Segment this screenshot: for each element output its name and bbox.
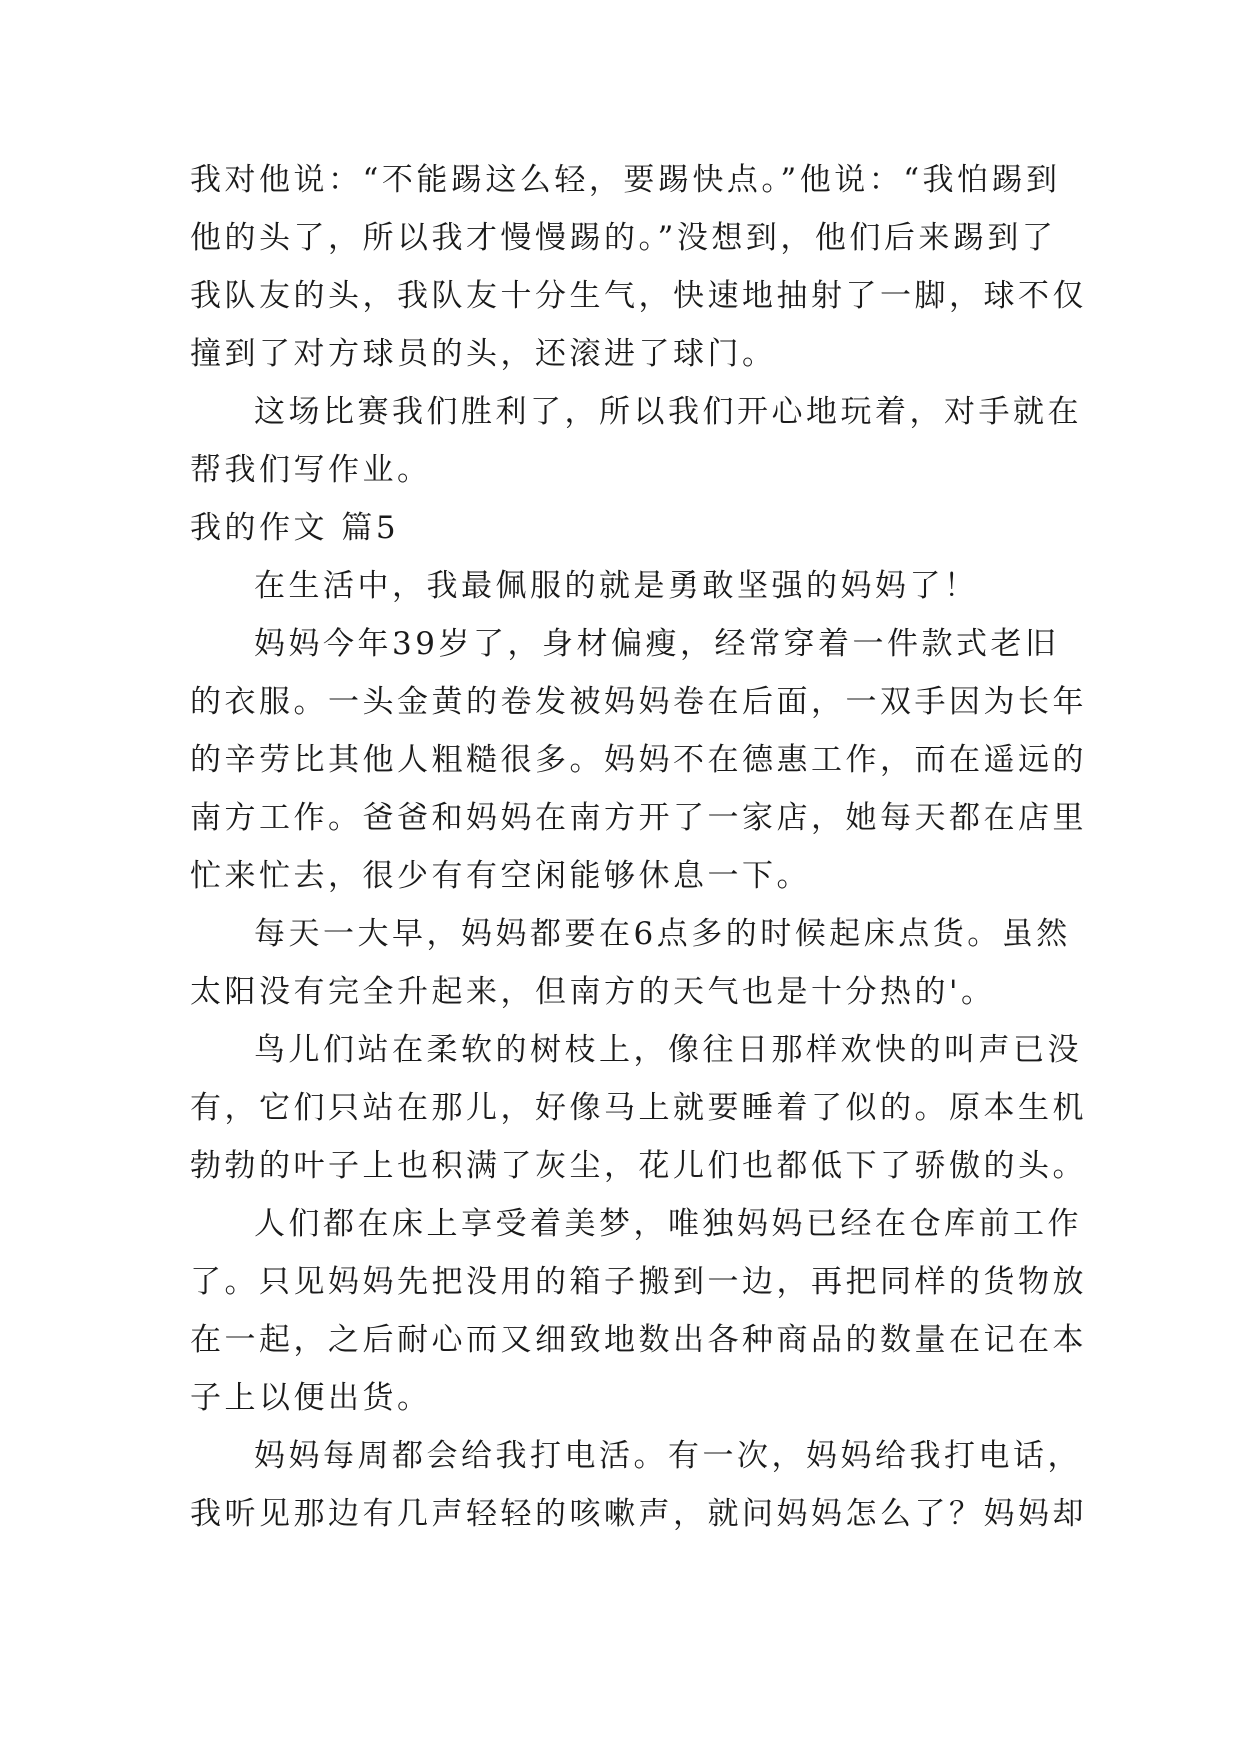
paragraph-start-line: 人们都在床上享受着美梦，唯独妈妈已经在仓库前工作: [254, 1206, 1082, 1242]
paragraph-start-line: 在生活中，我最佩服的就是勇敢坚强的妈妈了！: [254, 568, 979, 604]
paragraph-start-line: 这场比赛我们胜利了，所以我们开心地玩着，对手就在: [254, 394, 1082, 430]
text-line: 太阳没有完全升起来，但南方的天气也是十分热的'。: [190, 974, 996, 1010]
paragraph-start-line: 每天一大早，妈妈都要在6点多的时候起床点货。虽然: [254, 916, 1071, 952]
text-line: 有，它们只站在那儿，好像马上就要睡着了似的。原本生机: [190, 1090, 1087, 1126]
text-line: 忙来忙去，很少有有空闲能够休息一下。: [190, 858, 811, 894]
text-line: 勃勃的叶子上也积满了灰尘，花儿们也都低下了骄傲的头。: [190, 1148, 1087, 1184]
text-line: 他的头了，所以我才慢慢踢的。”没想到，他们后来踢到了: [190, 220, 1057, 256]
paragraph-start-line: 妈妈今年39岁了，身材偏瘦，经常穿着一件款式老旧: [254, 626, 1060, 662]
text-line: 了。只见妈妈先把没用的箱子搬到一边，再把同样的货物放: [190, 1264, 1087, 1300]
paragraph-start-line: 妈妈每周都会给我打电活。有一次，妈妈给我打电话，: [254, 1438, 1082, 1474]
text-line: 的辛劳比其他人粗糙很多。妈妈不在德惠工作，而在遥远的: [190, 742, 1087, 778]
text-line: 我队友的头，我队友十分生气，快速地抽射了一脚，球不仅: [190, 278, 1087, 314]
text-line: 子上以便出货。: [190, 1380, 432, 1416]
paragraph-start-line: 鸟儿们站在柔软的树枝上，像往日那样欢快的叫声已没: [254, 1032, 1082, 1068]
text-line: 撞到了对方球员的头，还滚进了球门。: [190, 336, 777, 372]
text-line: 我对他说：“不能踢这么轻，要踢快点。”他说：“我怕踢到: [190, 162, 1061, 198]
text-line: 的衣服。一头金黄的卷发被妈妈卷在后面，一双手因为长年: [190, 684, 1087, 720]
text-line: 在一起，之后耐心而又细致地数出各种商品的数量在记在本: [190, 1322, 1087, 1358]
section-heading: 我的作文 篇5: [190, 510, 400, 546]
text-line: 帮我们写作业。: [190, 452, 432, 488]
text-line: 南方工作。爸爸和妈妈在南方开了一家店，她每天都在店里: [190, 800, 1087, 836]
article-text: [190, 151, 1087, 1543]
text-line: 我听见那边有几声轻轻的咳嗽声，就问妈妈怎么了？妈妈却: [190, 1496, 1087, 1532]
